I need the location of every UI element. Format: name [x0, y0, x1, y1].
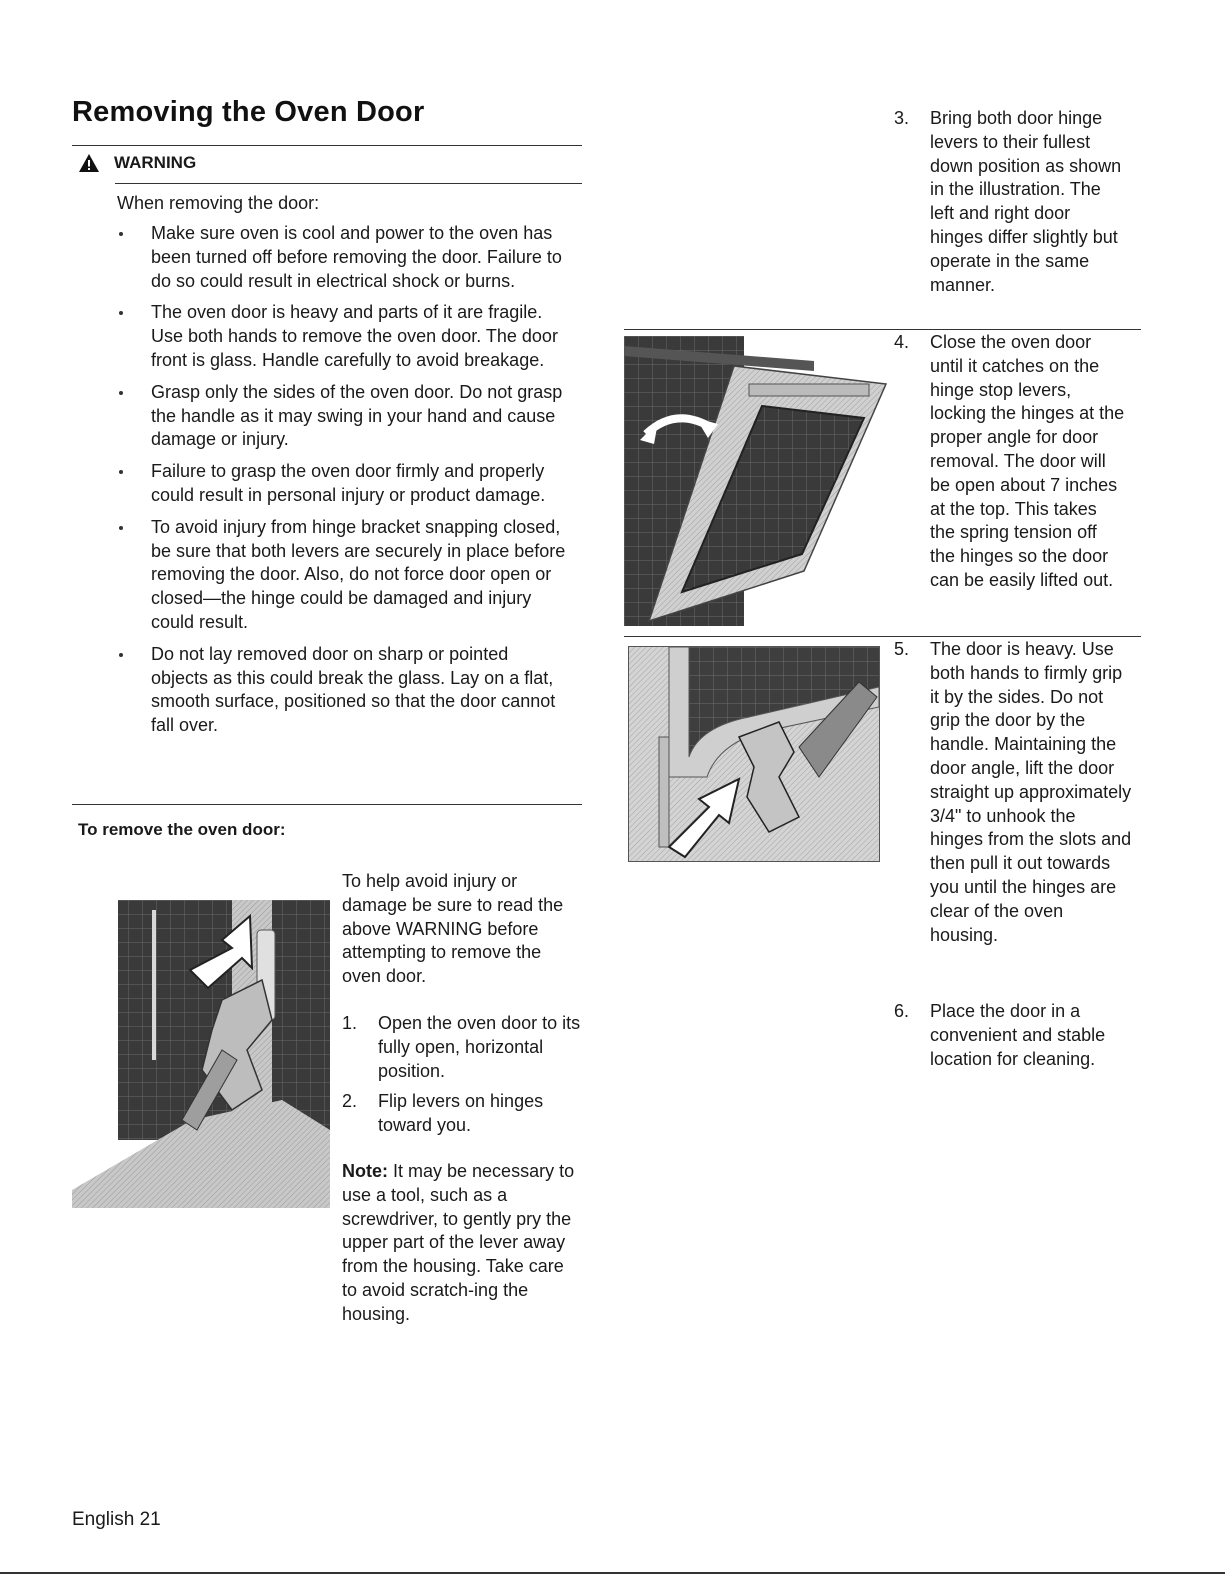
step-number: 1.	[342, 1013, 358, 1033]
step-text: The door is heavy. Use both hands to firmly grip it by the sides. Do not grip the door by the handle. Maintaining the door angle, lift the door straight up approximately 3/4" to unhook the hinges from the slots and then pull it out towards you until the hinges are clear of the oven housing.	[930, 639, 1132, 945]
note-label: Note:	[342, 1161, 388, 1181]
warning-header	[78, 150, 196, 176]
door-angle-illustration	[624, 336, 890, 626]
list-item: Grasp only the sides of the oven door. Do not grasp the handle as it may swing in your hand and cause damage or injury.	[116, 381, 568, 452]
step-4-rule	[624, 329, 1141, 330]
step-number: 4.	[894, 332, 910, 352]
step-text: Place the door in a convenient and stable location for cleaning.	[930, 1001, 1106, 1069]
step-2	[342, 1090, 582, 1138]
warning-bullet-list	[116, 222, 568, 746]
procedure-heading: To remove the oven door:	[78, 820, 286, 839]
step-1	[342, 1012, 582, 1083]
warning-label: WARNING	[114, 153, 197, 172]
list-item: The oven door is heavy and parts of it are fragile. Use both hands to remove the oven door. The door front is glass. Handle carefully to avoid breakage.	[116, 301, 568, 372]
step-text: Flip levers on hinges toward you.	[378, 1091, 544, 1135]
step-6	[894, 1000, 1132, 1071]
list-item: Do not lay removed door on sharp or pointed objects as this could break the glass. Lay on a flat, smooth surface, positioned so that the door cannot fall over.	[116, 643, 568, 738]
procedure-intro: To help avoid injury or damage be sure to read the above WARNING before attempting to remove the oven door.	[342, 871, 564, 987]
step-5-rule	[624, 636, 1141, 637]
step-text: Bring both door hinge levers to their fullest down position as shown in the illustration. The left and right door hinges differ slightly but operate in the same manner.	[930, 108, 1122, 295]
list-item: To avoid injury from hinge bracket snapping closed, be sure that both levers are securely in place before removing the door. Also, do not force door open or closed—the hinge could be damaged and injury could result.	[116, 516, 568, 635]
warning-intro: When removing the door:	[117, 193, 320, 213]
step-number: 5.	[894, 639, 910, 659]
warning-bottom-rule	[115, 183, 582, 184]
step-number: 3.	[894, 108, 910, 128]
page-footer: English 21	[72, 1509, 161, 1530]
page-title: Removing the Oven Door	[72, 96, 425, 128]
warning-end-rule	[72, 804, 582, 805]
step-number: 2.	[342, 1091, 358, 1111]
warning-triangle-icon	[78, 153, 100, 173]
note-text: It may be necessary to use a tool, such as a screwdriver, to gently pry the upper part of the lever away from the housing. Take care to avoid scratch-ing the housing.	[342, 1161, 575, 1324]
step-text: Close the oven door until it catches on the hinge stop levers, locking the hinges at the proper angle for door removal. The door will be open about 7 inches at the top. This takes the spring tension off the hinges so the door can be easily lifted out.	[930, 332, 1125, 590]
warning-top-rule	[72, 145, 582, 146]
step-text: Open the oven door to its fully open, horizontal position.	[378, 1013, 581, 1081]
step-number: 6.	[894, 1001, 910, 1021]
hinge-lift-illustration	[628, 646, 880, 862]
step-5	[894, 638, 1132, 947]
hinge-lever-illustration	[72, 900, 330, 1208]
note-paragraph	[342, 1160, 580, 1327]
list-item: Failure to grasp the oven door firmly and properly could result in personal injury or product damage.	[116, 460, 568, 508]
list-item: Make sure oven is cool and power to the oven has been turned off before removing the door. Failure to do so could result in electrical shock or burns.	[116, 222, 568, 293]
step-4	[894, 331, 1126, 593]
step-3	[894, 107, 1126, 297]
page-bottom-rule	[0, 1572, 1225, 1574]
